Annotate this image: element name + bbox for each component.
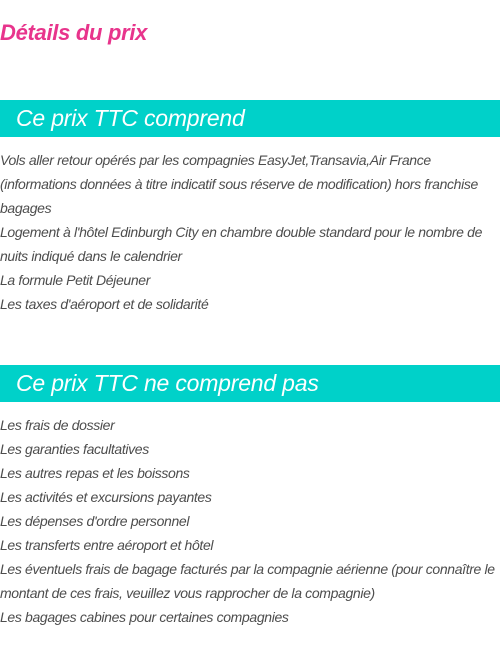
excludes-item: Les frais de dossier bbox=[0, 417, 115, 433]
includes-item: Vols aller retour opérés par les compagnies EasyJet,Transavia,Air France (informations données à titre indicatif sous réserve de modification) hors franchise bagages bbox=[0, 152, 478, 216]
includes-item: Les taxes d'aéroport et de solidarité bbox=[0, 296, 209, 312]
excludes-item: Les autres repas et les boissons bbox=[0, 465, 190, 481]
includes-section bbox=[0, 100, 500, 316]
excludes-item: Les dépenses d'ordre personnel bbox=[0, 513, 190, 529]
excludes-item: Les activités et excursions payantes bbox=[0, 489, 212, 505]
excludes-item: Les transferts entre aéroport et hôtel bbox=[0, 537, 214, 553]
excludes-list bbox=[0, 402, 500, 629]
includes-list bbox=[0, 137, 500, 316]
includes-heading: Ce prix TTC comprend bbox=[0, 100, 500, 137]
excludes-item: Les garanties facultatives bbox=[0, 441, 149, 457]
includes-item: La formule Petit Déjeuner bbox=[0, 272, 151, 288]
excludes-item: Les bagages cabines pour certaines compagnies bbox=[0, 609, 289, 625]
excludes-heading: Ce prix TTC ne comprend pas bbox=[0, 365, 500, 402]
page-title: Détails du prix bbox=[0, 20, 148, 45]
excludes-section bbox=[0, 365, 500, 629]
includes-item: Logement à l'hôtel Edinburgh City en chambre double standard pour le nombre de nuits indiqué dans le calendrier bbox=[0, 224, 483, 264]
excludes-item: Les éventuels frais de bagage facturés par la compagnie aérienne (pour connaître le montant de ces frais, veuillez vous rapprocher de la compagnie) bbox=[0, 561, 495, 601]
